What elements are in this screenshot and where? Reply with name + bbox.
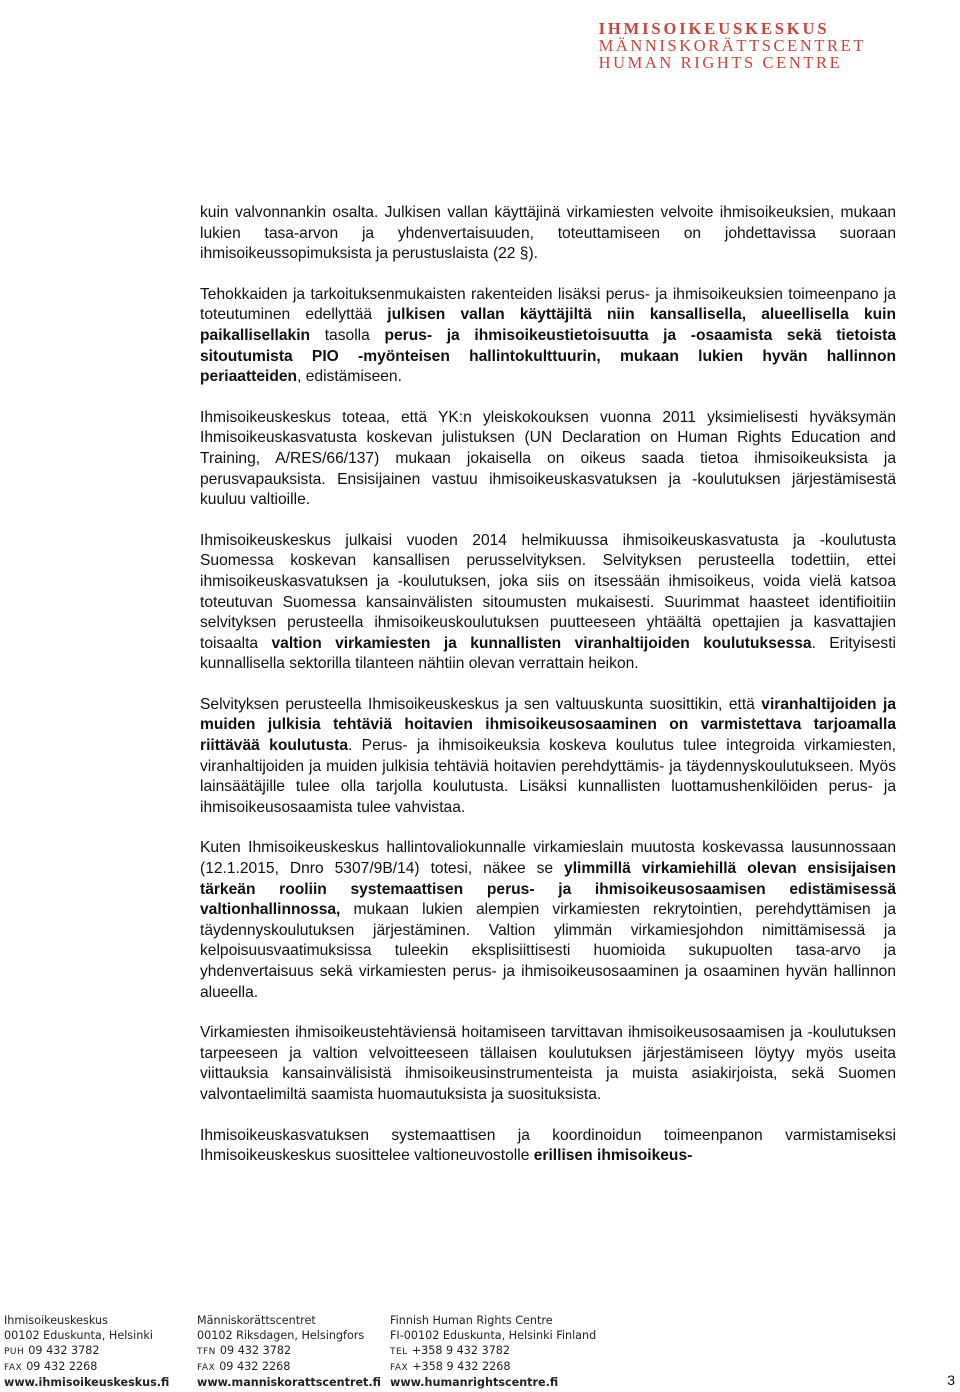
- text-run: Kuten Ihmisoikeuskeskus hallintovaliokunnalle virkamieslain muutosta koskevassa lausunnossaan (12.1.2015, Dnro 5307/9B/14) totesi, näkee se: [200, 839, 896, 878]
- text-run: Ihmisoikeuskeskus julkaisi vuoden 2014 helmikuussa ihmisoikeuskasvatusta ja -koulutusta Suomessa koskevan kansallisen perusselvityksen. Selvityksen perusteella todettiin, ettei ihmisoikeuskasvatuksen ja -koulutuksen, joka siis on itsessään ihmisoikeus, voida vielä katsoa toteutuvan Suomessa kansainvälisten sitoumusten mukaisesti. Suurimmat haasteet identifioitiin selvityksen perusteella ihmisoikeuskoulutuksen puutteeseen yhtäältä opettajien ja kasvattajien toisaalta: [200, 531, 896, 652]
- body-paragraph: [200, 203, 896, 265]
- page-number: 3: [947, 1372, 955, 1388]
- footer-fax-label: FAX: [197, 1362, 216, 1373]
- text-run: tasolla: [310, 326, 385, 344]
- bold-text-run: perus- ja ihmisoikeustietoisuutta ja -osaamista sekä tietoista sitoutumista PIO -myönteisen hallintokulttuurin, mukaan lukien hyvän hallinnon periaatteiden: [200, 326, 896, 386]
- text-run: Tehokkaiden ja tarkoituksenmukaisten rakenteiden lisäksi perus- ja ihmisoikeuksien toimeenpano ja toteutuminen edellyttää: [200, 285, 896, 324]
- body-paragraph: [200, 531, 896, 675]
- footer-org-name: Ihmisoikeuskeskus: [4, 1314, 108, 1327]
- logo-line-finnish: IHMISOIKEUSKESKUS: [598, 19, 830, 38]
- footer-contact-english: [390, 1314, 596, 1391]
- org-logo: [599, 20, 866, 71]
- footer-website-link[interactable]: www.humanrightscentre.fi: [390, 1375, 559, 1389]
- text-run: Ihmisoikeuskeskus toteaa, että YK:n yleiskokouksen vuonna 2011 yksimielisesti hyväksymän Ihmisoikeuskasvatusta koskevan julistuksen (UN Declaration on Human Rights Education and Training, A/RES/66/137) mukaan jokaisella on oikeus saada tietoa ihmisoikeuksista ja perusvapauksista. Ensisijainen vastuu ihmisoikeuskasvatuksen ja -koulutuksen järjestämisestä kuuluu valtioille.: [200, 408, 896, 509]
- text-run: mukaan lukien alempien virkamiesten rekrytointien, perehdyttämisen ja täydennyskoulutuksen järjestäminen. Valtion ylimmän virkamiesjohdon nimittämisessä ja kelpoisuusvaatimuksissa tuleekin eksplisiittisesti huomioida sukupuolten tasa-arvo ja yhdenvertaisuus sekä virkamiesten perus- ja ihmisoikeusosaaminen ja osaaminen hyvän hallinnon alueella.: [200, 901, 896, 1001]
- page-footer: [0, 1314, 960, 1392]
- bold-text-run: erillisen ihmisoikeus-: [533, 1147, 693, 1165]
- body-paragraph: [200, 695, 896, 819]
- document-body: [200, 203, 896, 1187]
- footer-phone: 09 432 3782: [28, 1343, 100, 1357]
- footer-contact-swedish: [197, 1314, 381, 1391]
- footer-address: 00102 Eduskunta, Helsinki: [4, 1328, 153, 1342]
- body-paragraph: [200, 838, 896, 1003]
- bold-text-run: viranhaltijoiden ja muiden julkisia tehtäviä hoitavien ihmisoikeusosaaminen on varmistettava tarjoamalla riittävää koulutusta: [200, 695, 896, 755]
- footer-contact-finnish: [4, 1314, 169, 1391]
- logo-line-english: HUMAN RIGHTS CENTRE: [598, 53, 843, 72]
- text-run: Ihmisoikeuskasvatuksen systemaattisen ja koordinoidun toimeenpanon varmistamiseksi Ihmisoikeuskeskus suosittelee valtioneuvostolle: [200, 1126, 896, 1165]
- footer-address: FI-00102 Eduskunta, Helsinki Finland: [390, 1328, 597, 1342]
- body-paragraph: [200, 1126, 896, 1167]
- footer-phone: +358 9 432 3782: [411, 1343, 511, 1357]
- footer-fax-label: FAX: [390, 1362, 409, 1373]
- footer-fax: 09 432 2268: [26, 1359, 98, 1373]
- text-run: Selvityksen perusteella Ihmisoikeuskeskus ja sen valtuuskunta suosittikin, että: [200, 695, 762, 713]
- text-run: Virkamiesten ihmisoikeustehtäviensä hoitamiseen tarvittavan ihmisoikeusosaamisen ja -koulutuksen tarpeeseen ja valtion velvoitteeseen tällaisen koulutuksen järjestämiseen löytyy myös useita viittauksia kansainvälisistä ihmisoikeusinstrumenteista ja muista asiakirjoista, sekä Suomen valvontaelimiltä saamista huomautuksista ja suosituksista.: [200, 1024, 896, 1103]
- footer-website-link[interactable]: www.manniskorattscentret.fi: [197, 1375, 381, 1389]
- bold-text-run: valtion virkamiesten ja kunnallisten viranhaltijoiden koulutuksessa: [271, 634, 812, 652]
- footer-org-name: Finnish Human Rights Centre: [390, 1314, 553, 1327]
- text-run: . Perus- ja ihmisoikeuksia koskeva koulutus tulee integroida virkamiesten, viranhaltijoiden ja muiden julkisia tehtäviä hoitavien perehdyttämis- ja täydennyskoulutukseen. Myös lainsäätäjille tulee olla tarjolla koulutusta. Lisäksi kunnallisten luottamushenkilöiden perus- ja ihmisoikeusosaamista tulee vahvistaa.: [200, 737, 896, 816]
- body-paragraph: [200, 285, 896, 388]
- footer-fax: +358 9 432 2268: [412, 1359, 511, 1373]
- text-run: kuin valvonnankin osalta. Julkisen vallan käyttäjinä virkamiesten velvoite ihmisoikeuksien, mukaan lukien tasa-arvon ja yhdenvertaisuuden, toteuttamiseen on johdettavissa suoraan ihmisoikeussopimuksista ja perustuslaista (22 §).: [200, 204, 896, 263]
- body-paragraph: [200, 408, 896, 511]
- body-paragraph: [200, 1023, 896, 1105]
- footer-fax-label: FAX: [4, 1362, 23, 1373]
- logo-line-swedish: MÄNNISKORÄTTSCENTRET: [598, 36, 866, 55]
- footer-fax: 09 432 2268: [219, 1359, 291, 1373]
- footer-address: 00102 Riksdagen, Helsingfors: [197, 1328, 365, 1342]
- footer-phone: 09 432 3782: [219, 1343, 292, 1357]
- footer-phone-label: PUH: [4, 1346, 25, 1357]
- bold-text-run: ylimmillä virkamiehillä olevan ensisijaisen tärkeän rooliin systemaattisen perus- ja ihmisoikeusosaamisen edistämisessä valtionhallinnossa,: [200, 860, 896, 919]
- footer-website-link[interactable]: www.ihmisoikeuskeskus.fi: [4, 1375, 170, 1389]
- text-run: , edistämiseen.: [297, 368, 402, 386]
- footer-phone-label: TFN: [197, 1346, 216, 1357]
- footer-phone-label: TEL: [390, 1346, 408, 1357]
- text-run: . Erityisesti kunnallisella sektorilla tilanteen nähtiin olevan verrattain heikon.: [200, 634, 896, 673]
- footer-org-name: Människorättscentret: [197, 1314, 316, 1327]
- bold-text-run: julkisen vallan käyttäjiltä niin kansallisella, alueellisella kuin paikallisellakin: [200, 306, 897, 344]
